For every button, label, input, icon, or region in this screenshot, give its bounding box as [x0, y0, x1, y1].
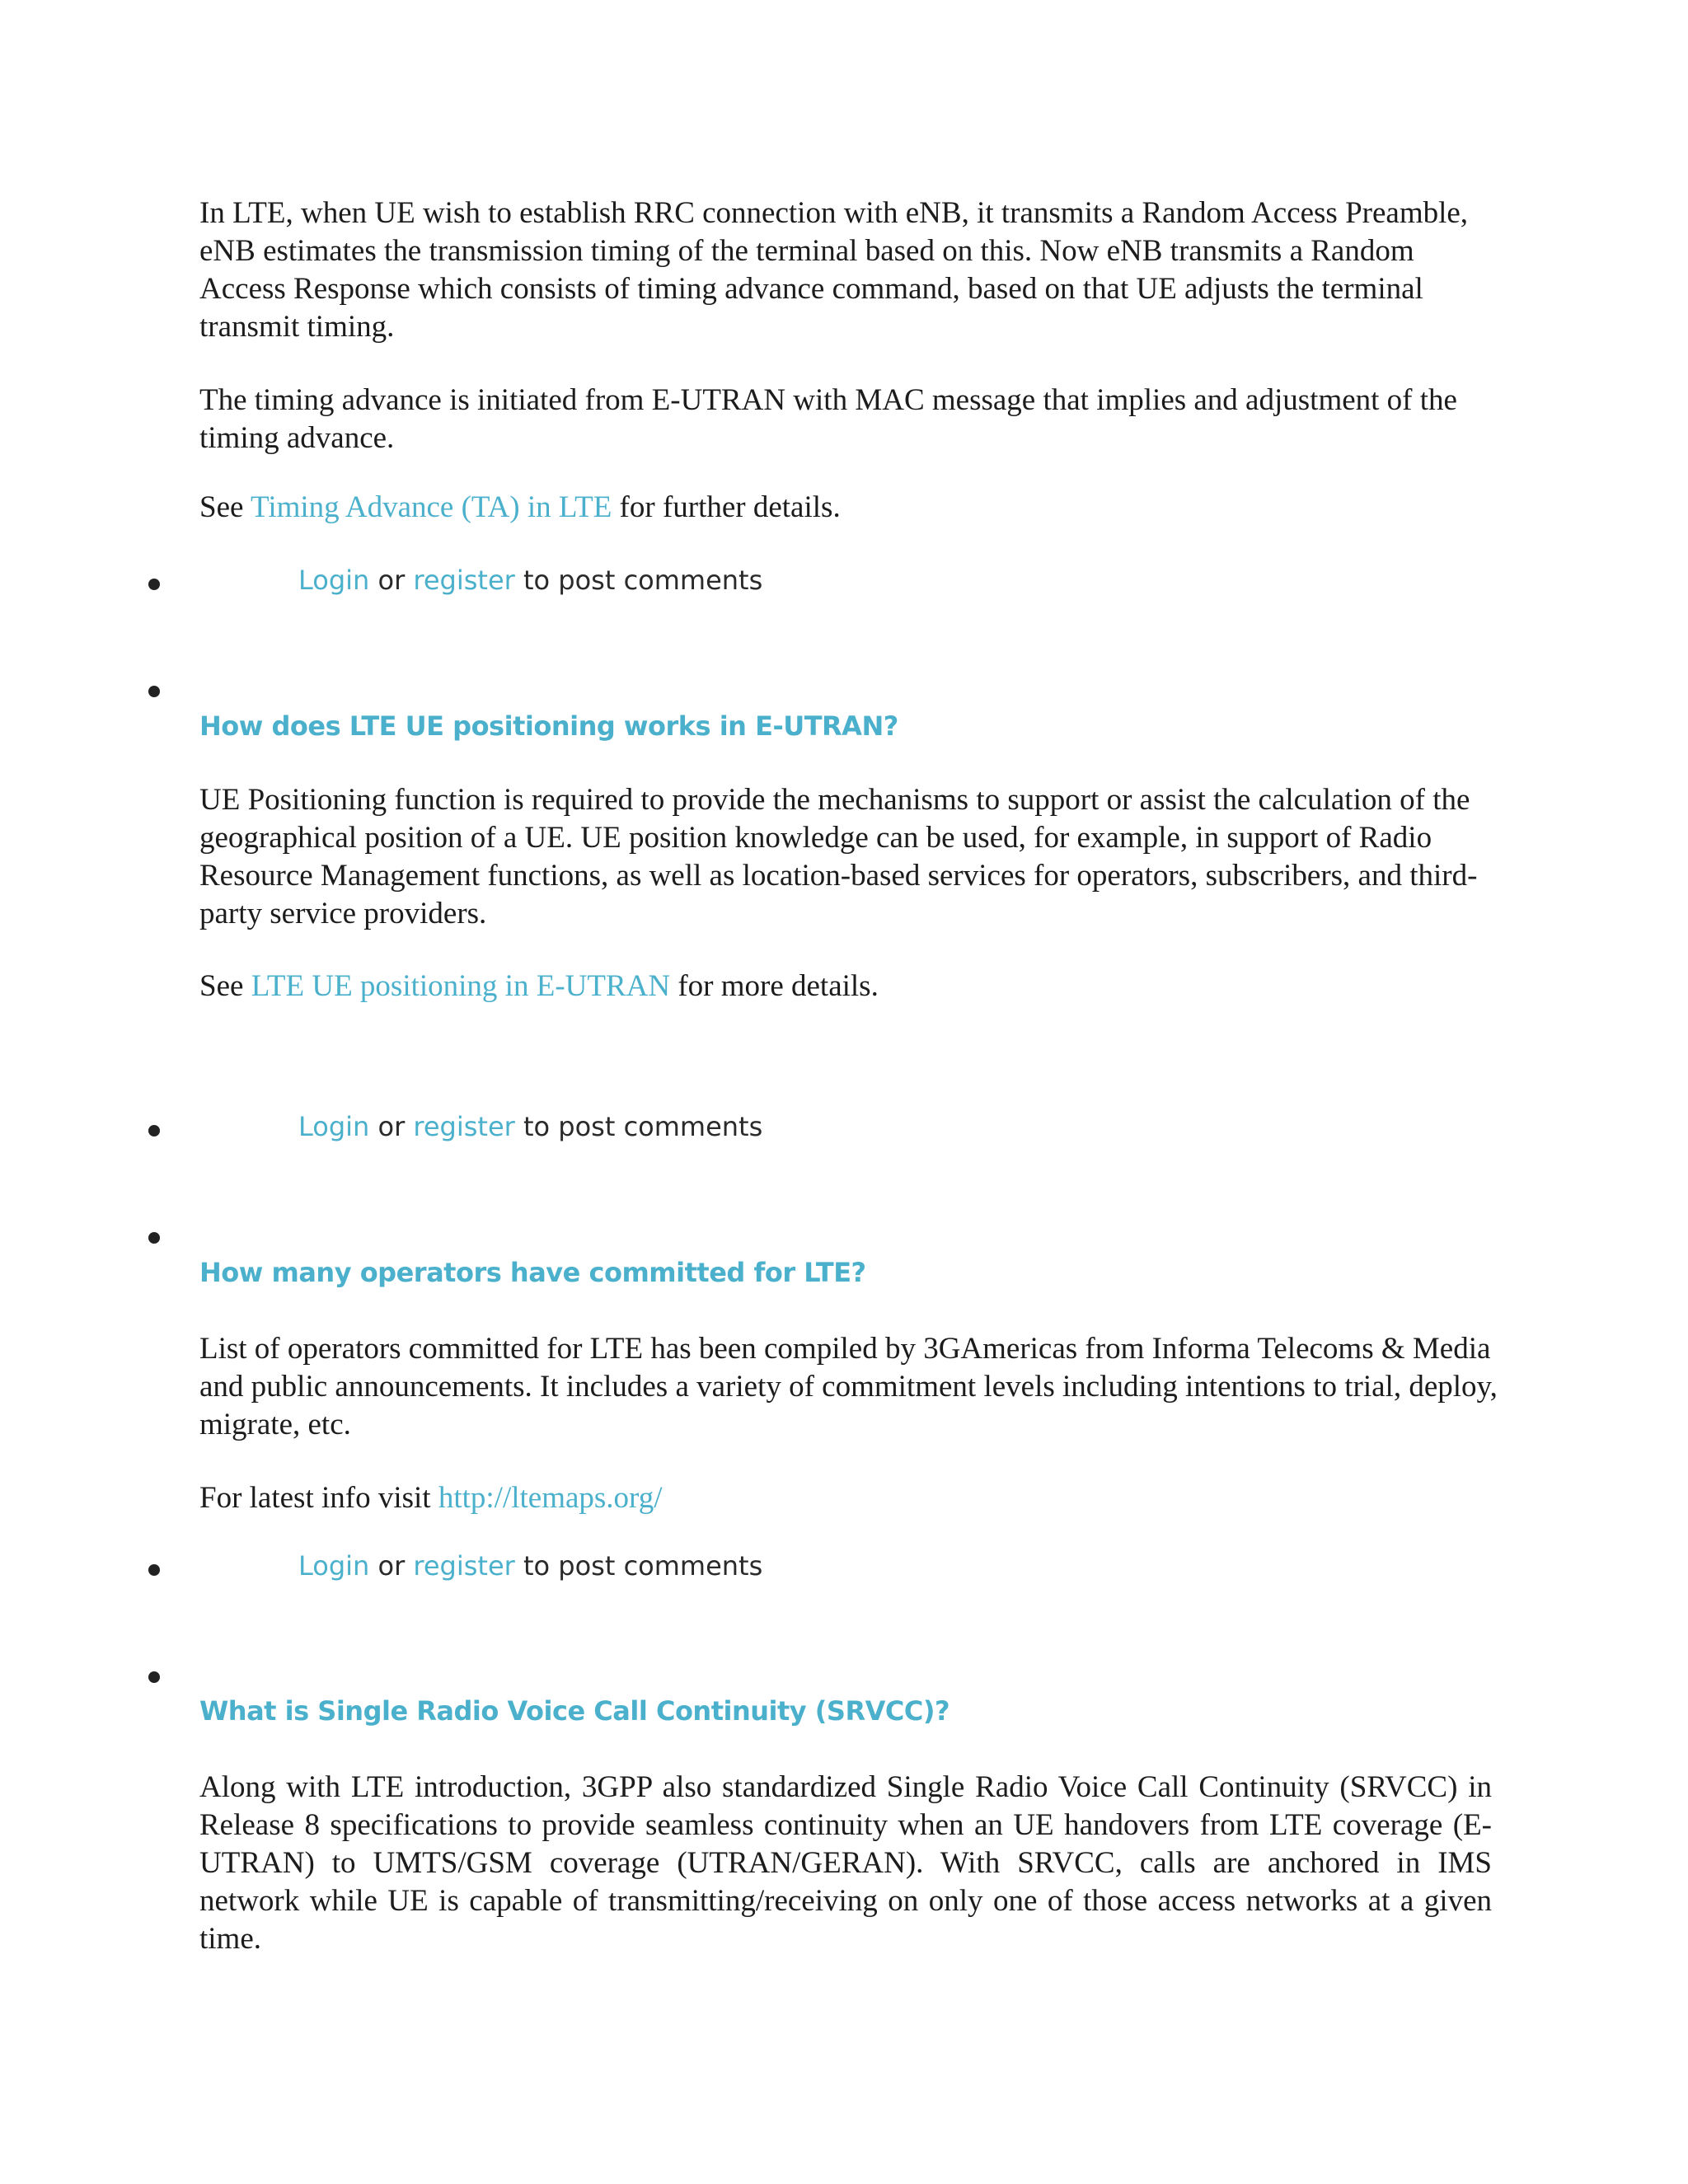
ta-see-line: [199, 489, 1502, 527]
srvcc-paragraph: Along with LTE introduction, 3GPP also standardized Single Radio Voice Call Continuity (SRVCC) in Release 8 specifications to provide seamless continuity when an UE handovers from LTE coverage (E-UTRAN) to UMTS/GSM coverage (UTRAN/GERAN). With SRVCC, calls are anchored in IMS network while UE is capable of transmitting/receiving on only one of those access networks at a given time.: [199, 1770, 1492, 1956]
bullet: [148, 1232, 160, 1244]
timing-advance-link[interactable]: Timing Advance (TA) in LTE: [251, 490, 612, 524]
operators-paragraph: List of operators committed for LTE has been compiled by 3GAmericas from Informa Telecoms & Media and public announcements. It includes a variety of commitment levels including intentions to trial, deploy, migrate, etc.: [199, 1332, 1498, 1441]
comment-prompt: [298, 1550, 762, 1582]
bullet: [148, 1564, 160, 1576]
positioning-paragraph: UE Positioning function is required to provide the mechanisms to support or assist the calculation of the geographical position of a UE. UE position knowledge can be used, for example, in support of Radio Resource Management functions, as well as location-based services for operators, subscribers, and third-party service providers.: [199, 783, 1478, 930]
register-link[interactable]: register: [413, 1550, 515, 1582]
login-link[interactable]: Login: [298, 1111, 370, 1142]
see-suffix: for more details.: [670, 969, 879, 1003]
ltemaps-link[interactable]: http://ltemaps.org/: [438, 1481, 663, 1515]
question-heading-operators[interactable]: How many operators have committed for LTE?: [199, 1257, 866, 1288]
register-link[interactable]: register: [413, 565, 515, 596]
see-prefix: See: [199, 969, 251, 1003]
ta-paragraph-1: In LTE, when UE wish to establish RRC connection with eNB, it transmits a Random Access Preamble, eNB estimates the transmission timing of the terminal based on this. Now eNB transmits a Random Access Response which consists of timing advance command, based on that UE adjusts the terminal transmit timing.: [199, 196, 1469, 344]
operators-visit-line: [199, 1479, 1502, 1517]
positioning-see-line: [199, 968, 1502, 1005]
bullet: [148, 579, 160, 590]
visit-prefix: For latest info visit: [199, 1481, 438, 1515]
login-link[interactable]: Login: [298, 565, 370, 596]
or-text: or: [369, 1550, 414, 1582]
comment-suffix: to post comments: [514, 1111, 763, 1142]
comment-suffix: to post comments: [514, 1550, 763, 1582]
ta-paragraph-2: The timing advance is initiated from E-UTRAN with MAC message that implies and adjustment of the timing advance.: [199, 383, 1457, 455]
comment-suffix: to post comments: [514, 565, 763, 596]
question-heading-positioning[interactable]: How does LTE UE positioning works in E-UTRAN?: [199, 710, 898, 742]
see-suffix: for further details.: [612, 490, 841, 524]
bullet: [148, 686, 160, 697]
register-link[interactable]: register: [413, 1111, 515, 1142]
see-prefix: See: [199, 490, 251, 524]
question-heading-srvcc[interactable]: What is Single Radio Voice Call Continuity (SRVCC)?: [199, 1695, 950, 1727]
comment-prompt: [298, 1111, 762, 1142]
bullet: [148, 1125, 160, 1137]
comment-prompt: [298, 565, 762, 596]
ue-positioning-link[interactable]: LTE UE positioning in E-UTRAN: [251, 969, 671, 1003]
bullet: [148, 1671, 160, 1683]
or-text: or: [369, 565, 414, 596]
or-text: or: [369, 1111, 414, 1142]
login-link[interactable]: Login: [298, 1550, 370, 1582]
